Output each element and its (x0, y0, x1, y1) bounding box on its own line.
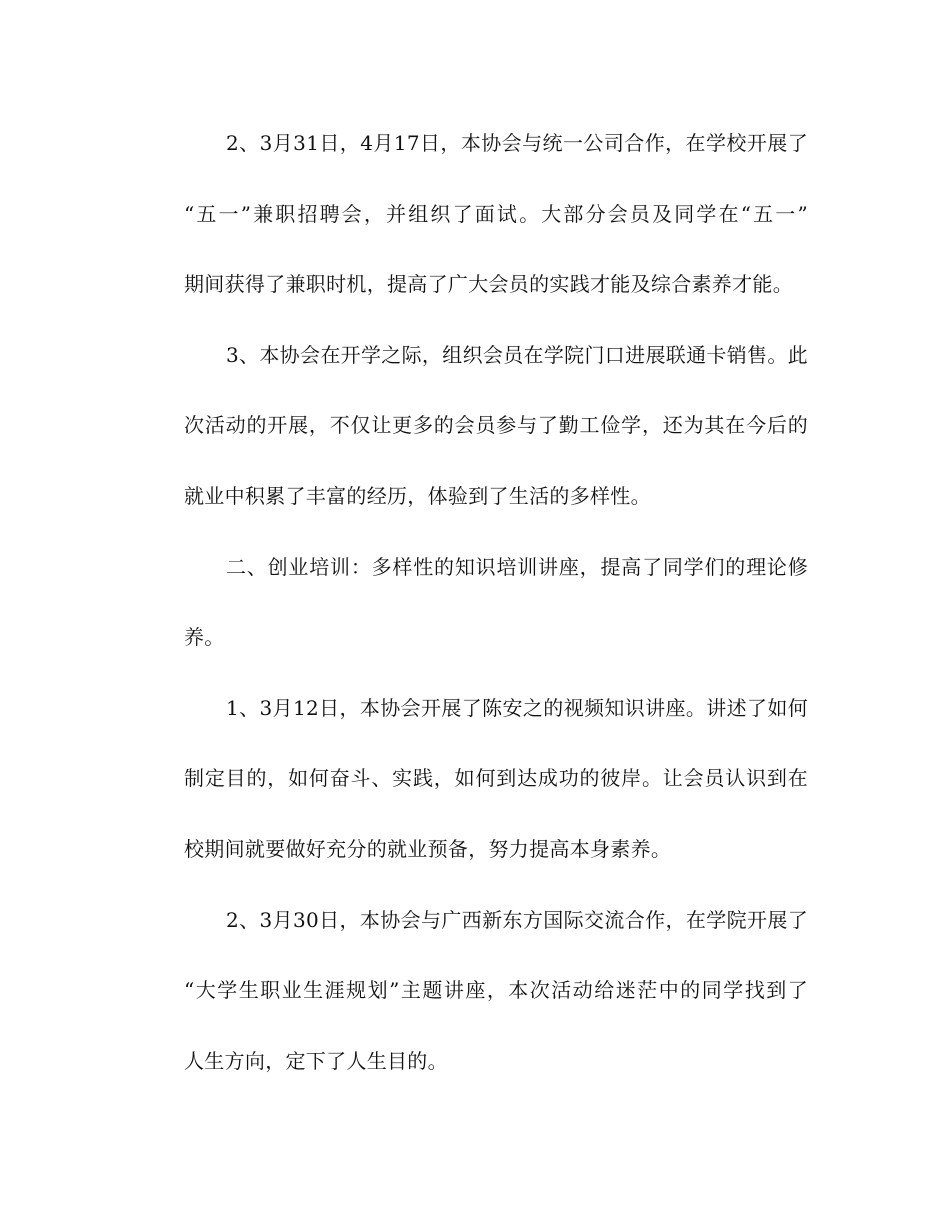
text-line: 制定目的，如何奋斗、实践，如何到达成功的彼岸。让会员认识到在 (184, 766, 808, 791)
text-line: 养。 (184, 625, 225, 650)
text-line: 期间获得了兼职时机，提高了广大会员的实践才能及综合素养才能。 (184, 272, 793, 297)
text-line: 3、本协会在开学之际，组织会员在学院门口进展联通卡销售。此 (226, 342, 808, 367)
paragraph-video-lecture (142, 673, 808, 885)
text-line: 1、3月12日，本协会开展了陈安之的视频知识讲座。讲述了如何 (226, 695, 808, 720)
document-body (142, 108, 808, 1096)
text-line: 2、3月30日，本协会与广西新东方国际交流合作，在学院开展了 (226, 907, 808, 932)
paragraph-career-planning-lecture (142, 885, 808, 1097)
paragraph-part-time-job-fair (142, 108, 808, 320)
text-line: “大学生职业生涯规划”主题讲座，本次活动给迷茫中的同学找到了 (184, 978, 808, 1003)
text-line: 校期间就要做好充分的就业预备，努力提高本身素养。 (184, 836, 672, 861)
text-line: 人生方向，定下了人生目的。 (184, 1048, 448, 1073)
text-line: 就业中积累了丰富的经历，体验到了生活的多样性。 (184, 483, 651, 508)
paragraph-sim-card-sales (142, 320, 808, 532)
text-line: 二、创业培训：多样性的知识培训讲座，提高了同学们的理论修 (226, 554, 808, 579)
text-line: “五一”兼职招聘会，并组织了面试。大部分会员及同学在“五一” (184, 201, 808, 226)
section-heading-entrepreneurship-training (142, 532, 808, 673)
text-line: 2、3月31日，4月17日，本协会与统一公司合作，在学校开展了 (226, 131, 808, 155)
text-line: 次活动的开展，不仅让更多的会员参与了勤工俭学，还为其在今后的 (184, 413, 808, 438)
